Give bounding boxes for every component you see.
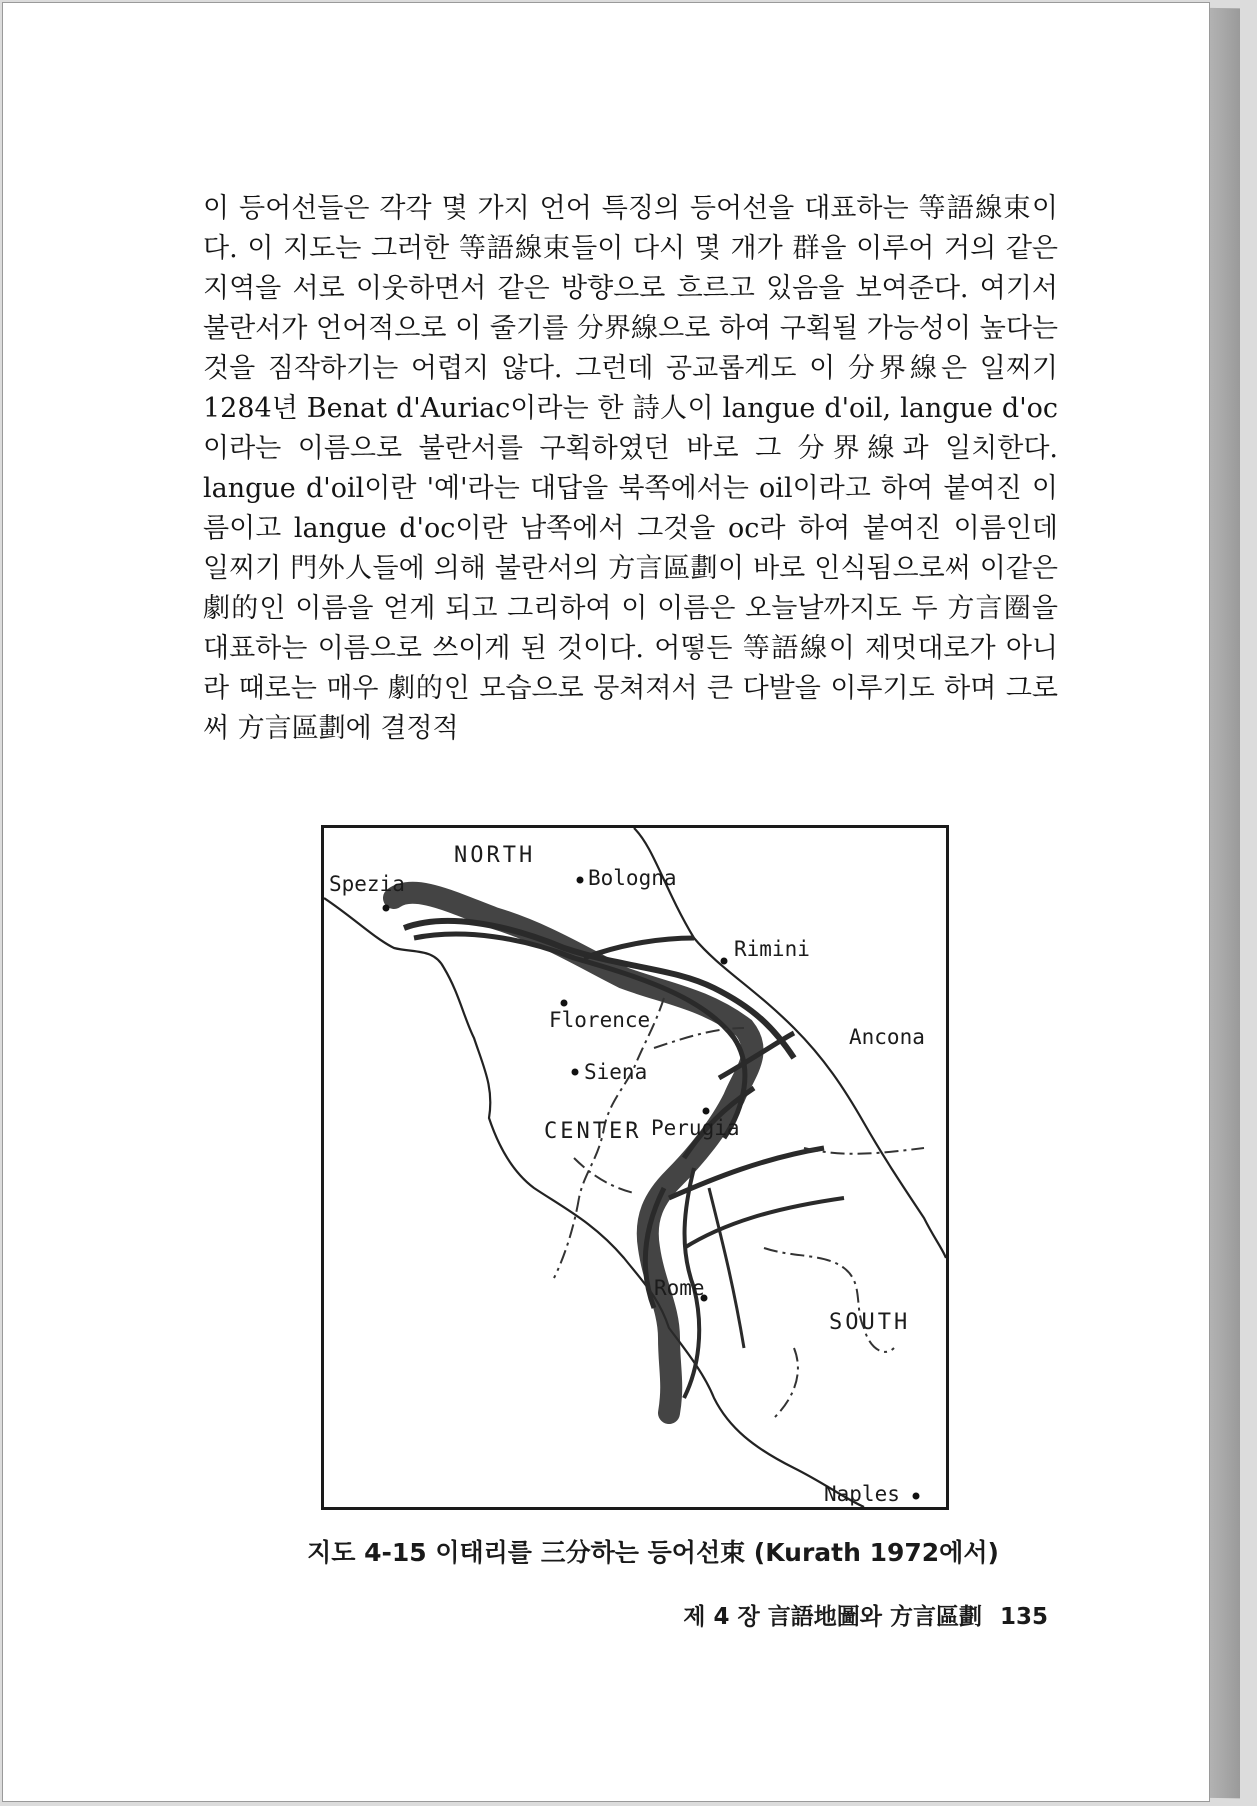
city-dot-bologna bbox=[577, 877, 584, 884]
isogloss-line bbox=[684, 1198, 844, 1248]
page-footer bbox=[653, 1598, 1048, 1631]
dialect-boundary bbox=[774, 1348, 798, 1418]
city-dot-perugia bbox=[703, 1108, 710, 1115]
body-paragraph: 이 등어선들은 각각 몇 가지 언어 특징의 등어선을 대표하는 等語線束이다. 이 지도는 그러한 等語線束들이 다시 몇 개가 群을 이루어 거의 같은 지역을 서로 이웃하면서 같은 방향으로 흐르고 있음을 보여준다. 여기서 불란서가 언어적으로 이 줄기를 分界線으로 하여 구획될 가능성이 높다는 것을 짐작하기는 어렵지 않다. 그런데 공교롭게도 이 分界線은 일찌기 1284년 Benat d'Auriac이라는 한 詩人이 langue d'oil, langue d'oc이라는 이름으로 불란서를 구획하였던 바로 그 分界線과 일치한다. langue d'oil이란 '예'라는 대답을 북쪽에서는 oil이라고 하여 붙여진 이름이고 langue d'oc이란 남쪽에서 그것을 oc라 하여 붙여진 이름인데 일찌기 門外人들에 의해 불란서의 方言區劃이 바로 인식됨으로써 이같은 劇的인 이름을 얻게 되고 그리하여 이 이름은 오늘날까지도 두 方言圈을 대표하는 이름으로 쓰이게 된 것이다. 어떻든 等語線이 제멋대로가 아니라 때로는 매우 劇的인 모습으로 뭉쳐져서 큰 다발을 이루기도 하며 그로써 方言區劃에 결정적 bbox=[203, 193, 1058, 744]
city-dot-spezia bbox=[383, 905, 390, 912]
chapter-title: 제 4 장 言語地圖와 方言區劃 bbox=[683, 1604, 982, 1630]
city-label-florence: Florence bbox=[549, 1008, 651, 1032]
figure-caption: 지도 4-15 이태리를 三分하는 등어선束 (Kurath 1972에서) bbox=[307, 1538, 999, 1567]
city-dot-florence bbox=[561, 1000, 568, 1007]
dialect-boundary bbox=[764, 1248, 894, 1352]
city-label-spezia: Spezia bbox=[329, 872, 405, 896]
city-dot-naples bbox=[913, 1493, 920, 1500]
dialect-boundary bbox=[574, 1158, 634, 1193]
city-label-perugia: Perugia bbox=[651, 1116, 740, 1140]
region-label-north: NORTH bbox=[454, 843, 536, 868]
map-illustration bbox=[324, 828, 946, 1507]
city-label-siena: Siena bbox=[584, 1060, 648, 1084]
city-label-bologna: Bologna bbox=[588, 866, 677, 890]
city-dot-rimini bbox=[721, 958, 728, 965]
book-page bbox=[2, 2, 1210, 1802]
city-label-rimini: Rimini bbox=[734, 937, 810, 961]
city-label-naples: Naples bbox=[824, 1482, 900, 1506]
city-label-rome: Rome bbox=[654, 1276, 705, 1300]
page-number: 135 bbox=[999, 1604, 1048, 1630]
city-dot-siena bbox=[572, 1069, 579, 1076]
region-label-center: CENTER bbox=[544, 1119, 642, 1144]
west-coastline bbox=[324, 898, 864, 1507]
isogloss-line bbox=[709, 1188, 744, 1348]
map-figure bbox=[321, 825, 949, 1510]
city-label-ancona: Ancona bbox=[849, 1025, 925, 1049]
region-label-south: SOUTH bbox=[829, 1310, 911, 1335]
